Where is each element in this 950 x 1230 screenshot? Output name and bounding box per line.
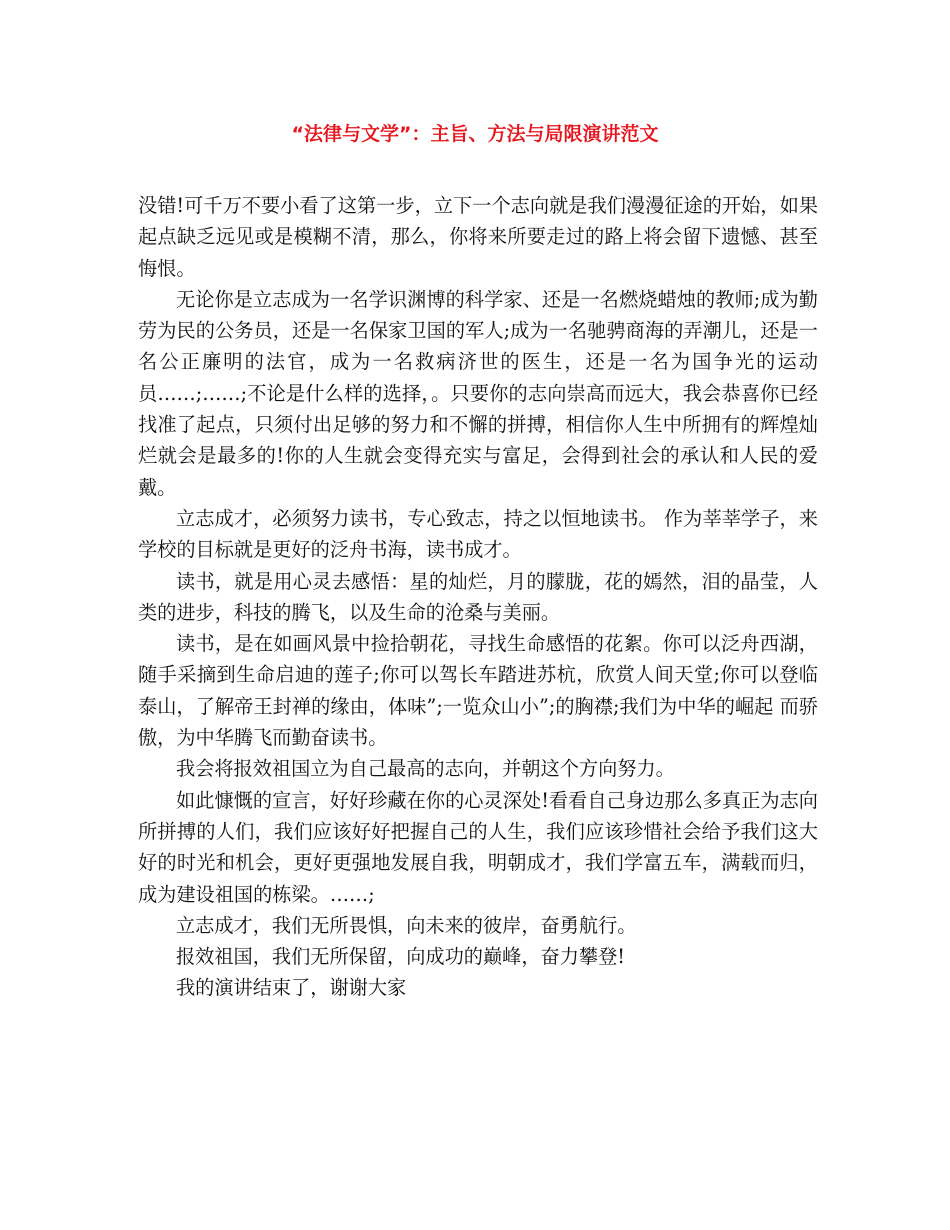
- paragraph-4: 读书，就是用心灵去感悟：星的灿烂，月的朦胧，花的嫣然，泪的晶莹，人类的进步，科技的腾飞，以及生命的沧桑与美丽。: [138, 569, 818, 624]
- paragraph-2: 无论你是立志成为一名学识渊博的科学家、还是一名燃烧蜡烛的教师;成为勤劳为民的公务员，还是一名保家卫国的军人;成为一名驰骋商海的弄潮儿，还是一名公正廉明的法官，成为一名救病济世的医生，还是一名为国争光的运动员……;……;不论是什么样的选择，。只要你的志向崇高而远大，我会恭喜你已经找准了起点，只须付出足够的努力和不懈的拼搏，相信你人生中所拥有的辉煌灿烂就会是最多的!你的人生就会变得充实与富足，会得到社会的承认和人民的爱戴。: [138, 287, 818, 499]
- paragraph-5: 读书，是在如画风景中捡拾朝花，寻找生命感悟的花絮。你可以泛舟西湖，随手采摘到生命启迪的莲子;你可以驾长车踏进苏杭，欣赏人间天堂;你可以登临泰山，了解帝王封禅的缘由，体味”;一览众山小”;的胸襟;我们为中华的崛起 而骄傲，为中华腾飞而勤奋读书。: [138, 632, 818, 750]
- paragraph-3: 立志成才，必须努力读书，专心致志，持之以恒地读书。 作为莘莘学子，来学校的目标就是更好的泛舟书海，读书成才。: [138, 506, 818, 562]
- document-body: [138, 190, 818, 1004]
- document-title: “法律与文学”：主旨、方法与局限演讲范文: [291, 123, 659, 145]
- paragraph-6: 我会将报效祖国立为自己最高的志向，并朝这个方向努力。: [176, 757, 675, 781]
- paragraph-9: 报效祖国，我们无所保留，向成功的巅峰，奋力攀登!: [176, 945, 626, 969]
- paragraph-7: 如此慷慨的宣言，好好珍藏在你的心灵深处!看看自己身边那么多真正为志向所拼搏的人们，我们应该好好把握自己的人生，我们应该珍惜社会给予我们这大好的时光和机会，更好更强地发展自我，明朝成才，我们学富五车，满载而归，成为建设祖国的栋梁。……;: [138, 788, 818, 906]
- paragraph-10: 我的演讲结束了，谢谢大家: [176, 976, 407, 1000]
- paragraph-8: 立志成才，我们无所畏惧，向未来的彼岸，奋勇航行。: [176, 913, 637, 937]
- paragraph-1: 没错!可千万不要小看了这第一步，立下一个志向就是我们漫漫征途的开始，如果起点缺乏远见或是模糊不清，那么，你将来所要走过的路上将会留下遗憾、甚至悔恨。: [138, 194, 818, 280]
